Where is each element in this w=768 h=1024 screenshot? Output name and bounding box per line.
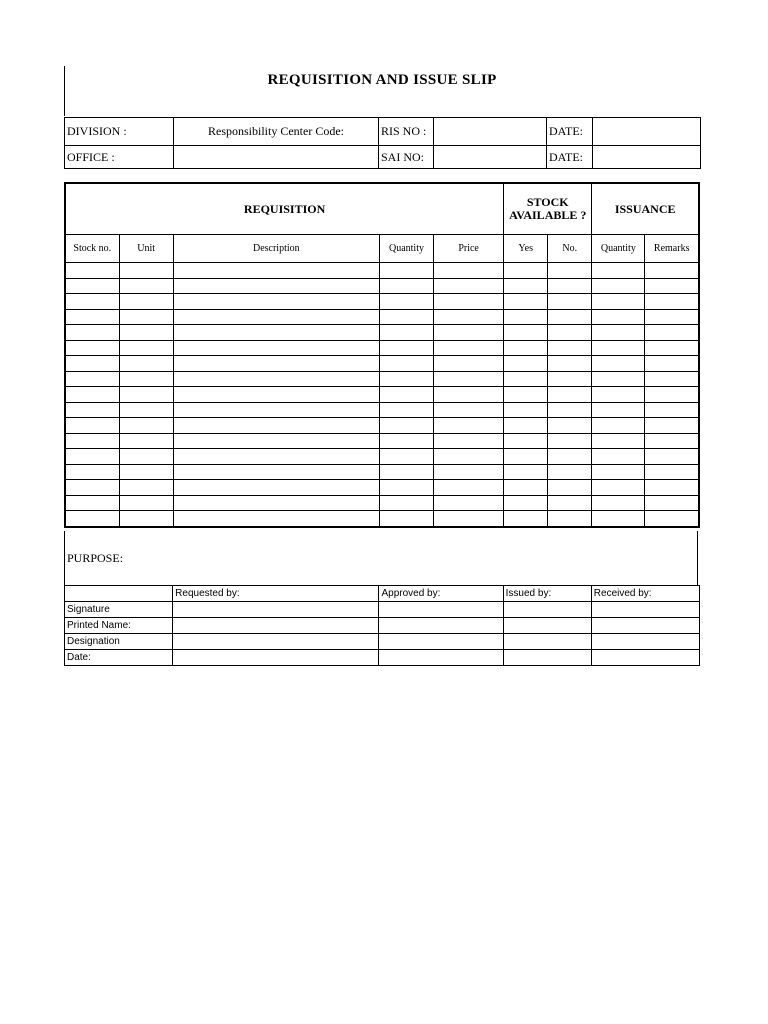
- table-cell[interactable]: [119, 449, 173, 465]
- table-cell[interactable]: [119, 278, 173, 294]
- table-cell[interactable]: [119, 495, 173, 511]
- table-cell[interactable]: [434, 480, 504, 496]
- table-cell[interactable]: [548, 294, 592, 310]
- table-cell[interactable]: [592, 356, 645, 372]
- table-cell[interactable]: [645, 356, 699, 372]
- table-cell[interactable]: [548, 402, 592, 418]
- table-row: [65, 449, 699, 465]
- table-cell[interactable]: [504, 356, 548, 372]
- table-cell[interactable]: [119, 263, 173, 279]
- table-cell[interactable]: [504, 433, 548, 449]
- table-cell[interactable]: [434, 511, 504, 527]
- table-cell[interactable]: [592, 402, 645, 418]
- table-cell[interactable]: [504, 294, 548, 310]
- table-cell[interactable]: [434, 278, 504, 294]
- table-cell[interactable]: [379, 263, 433, 279]
- column-header-quantity: Quantity: [379, 235, 433, 263]
- table-cell[interactable]: [645, 325, 699, 341]
- table-cell[interactable]: [119, 418, 173, 434]
- table-cell[interactable]: [548, 263, 592, 279]
- table-cell[interactable]: [548, 356, 592, 372]
- table-cell[interactable]: [65, 325, 119, 341]
- column-header-stock-no: Stock no.: [65, 235, 119, 263]
- date-label: DATE:: [547, 146, 593, 169]
- designation-field[interactable]: [379, 634, 503, 650]
- table-cell[interactable]: [548, 449, 592, 465]
- sai-no-label: SAI NO:: [379, 146, 434, 169]
- table-cell[interactable]: [65, 356, 119, 372]
- table-cell[interactable]: [548, 464, 592, 480]
- table-cell[interactable]: [548, 340, 592, 356]
- column-header-remarks: Remarks: [645, 235, 699, 263]
- table-cell[interactable]: [65, 263, 119, 279]
- table-cell[interactable]: [592, 387, 645, 403]
- table-cell[interactable]: [65, 511, 119, 527]
- table-row: [65, 309, 699, 325]
- designation-row-label: Designation: [65, 634, 173, 650]
- column-header-unit: Unit: [119, 235, 173, 263]
- table-cell[interactable]: [592, 263, 645, 279]
- table-cell[interactable]: [645, 511, 699, 527]
- table-row: [65, 418, 699, 434]
- printed-name-field[interactable]: [379, 618, 503, 634]
- column-header-yes: Yes: [504, 235, 548, 263]
- table-cell[interactable]: [434, 340, 504, 356]
- designation-field[interactable]: [173, 634, 379, 650]
- table-cell[interactable]: [173, 402, 379, 418]
- table-cell[interactable]: [434, 294, 504, 310]
- purpose-area[interactable]: [64, 531, 698, 586]
- column-header-description: Description: [173, 235, 379, 263]
- table-cell[interactable]: [379, 433, 433, 449]
- table-cell[interactable]: [379, 325, 433, 341]
- requisition-section-header: REQUISITION: [65, 183, 504, 235]
- table-cell[interactable]: [592, 418, 645, 434]
- table-cell[interactable]: [119, 387, 173, 403]
- table-cell[interactable]: [173, 278, 379, 294]
- division-label: DIVISION :: [65, 118, 174, 146]
- table-cell[interactable]: [645, 278, 699, 294]
- table-cell[interactable]: [592, 340, 645, 356]
- table-cell[interactable]: [434, 464, 504, 480]
- table-cell[interactable]: [119, 464, 173, 480]
- table-row: [65, 294, 699, 310]
- designation-field[interactable]: [503, 634, 591, 650]
- date-field[interactable]: [173, 650, 379, 666]
- table-cell[interactable]: [645, 449, 699, 465]
- office-field[interactable]: [174, 146, 379, 169]
- table-cell[interactable]: [592, 480, 645, 496]
- table-cell[interactable]: [504, 325, 548, 341]
- table-cell[interactable]: [504, 402, 548, 418]
- table-row: [65, 340, 699, 356]
- printed-name-field[interactable]: [503, 618, 591, 634]
- table-cell[interactable]: [434, 449, 504, 465]
- table-cell[interactable]: [65, 402, 119, 418]
- table-cell[interactable]: [379, 371, 433, 387]
- purpose-label: PURPOSE:: [67, 551, 124, 565]
- issuance-section-header: ISSUANCE: [592, 183, 699, 235]
- table-row: [65, 325, 699, 341]
- table-cell[interactable]: [434, 356, 504, 372]
- ris-no-label: RIS NO :: [379, 118, 434, 146]
- table-cell[interactable]: [173, 418, 379, 434]
- table-cell[interactable]: [504, 511, 548, 527]
- approved-by-label: Approved by:: [379, 586, 503, 602]
- ris-no-field[interactable]: [434, 118, 547, 146]
- table-cell[interactable]: [65, 464, 119, 480]
- table-cell[interactable]: [504, 418, 548, 434]
- table-cell[interactable]: [379, 464, 433, 480]
- table-cell[interactable]: [592, 495, 645, 511]
- table-cell[interactable]: [379, 449, 433, 465]
- table-cell[interactable]: [379, 402, 433, 418]
- table-cell[interactable]: [645, 309, 699, 325]
- table-cell[interactable]: [592, 325, 645, 341]
- table-row: [65, 480, 699, 496]
- table-cell[interactable]: [65, 278, 119, 294]
- issued-by-label: Issued by:: [503, 586, 591, 602]
- table-cell[interactable]: [434, 418, 504, 434]
- table-cell[interactable]: [645, 371, 699, 387]
- header-info-table: [64, 117, 701, 169]
- table-cell[interactable]: [379, 387, 433, 403]
- table-cell[interactable]: [119, 433, 173, 449]
- signature-row-label: Signature: [65, 602, 173, 618]
- table-cell[interactable]: [65, 418, 119, 434]
- table-cell[interactable]: [504, 309, 548, 325]
- requisition-table: [64, 182, 700, 528]
- office-label: OFFICE :: [65, 146, 174, 169]
- table-cell[interactable]: [592, 464, 645, 480]
- table-cell[interactable]: [504, 464, 548, 480]
- signature-field[interactable]: [503, 602, 591, 618]
- table-cell[interactable]: [548, 495, 592, 511]
- table-cell[interactable]: [379, 495, 433, 511]
- table-cell[interactable]: [645, 418, 699, 434]
- table-cell[interactable]: [119, 294, 173, 310]
- table-row: [65, 433, 699, 449]
- table-cell[interactable]: [434, 387, 504, 403]
- table-row: [65, 495, 699, 511]
- table-cell[interactable]: [548, 387, 592, 403]
- requested-by-label: Requested by:: [173, 586, 379, 602]
- table-cell[interactable]: [548, 278, 592, 294]
- signature-corner-cell: [65, 586, 173, 602]
- table-cell[interactable]: [119, 511, 173, 527]
- table-cell[interactable]: [119, 371, 173, 387]
- table-cell[interactable]: [592, 294, 645, 310]
- table-cell[interactable]: [173, 433, 379, 449]
- table-cell[interactable]: [65, 495, 119, 511]
- table-cell[interactable]: [434, 371, 504, 387]
- printed-name-field[interactable]: [173, 618, 379, 634]
- table-cell[interactable]: [379, 294, 433, 310]
- table-row: [65, 263, 699, 279]
- table-cell[interactable]: [434, 433, 504, 449]
- table-cell[interactable]: [434, 325, 504, 341]
- table-cell[interactable]: [379, 278, 433, 294]
- table-cell[interactable]: [645, 433, 699, 449]
- table-cell[interactable]: [379, 356, 433, 372]
- table-cell[interactable]: [119, 340, 173, 356]
- table-cell[interactable]: [504, 387, 548, 403]
- table-cell[interactable]: [645, 294, 699, 310]
- date-field[interactable]: [503, 650, 591, 666]
- signature-field[interactable]: [591, 602, 699, 618]
- table-cell[interactable]: [504, 495, 548, 511]
- table-cell[interactable]: [173, 449, 379, 465]
- table-cell[interactable]: [548, 418, 592, 434]
- table-cell[interactable]: [504, 480, 548, 496]
- signature-table: [64, 585, 700, 666]
- date-field[interactable]: [593, 146, 701, 169]
- sai-no-field[interactable]: [434, 146, 547, 169]
- table-cell[interactable]: [504, 371, 548, 387]
- table-cell[interactable]: [173, 511, 379, 527]
- table-cell[interactable]: [645, 387, 699, 403]
- table-row: [65, 356, 699, 372]
- column-header-price: Price: [434, 235, 504, 263]
- date-field[interactable]: [593, 118, 701, 146]
- table-cell[interactable]: [592, 511, 645, 527]
- table-row: [65, 511, 699, 527]
- table-cell[interactable]: [434, 263, 504, 279]
- column-header-issued-quantity: Quantity: [592, 235, 645, 263]
- table-cell[interactable]: [173, 371, 379, 387]
- table-cell[interactable]: [173, 480, 379, 496]
- printed-name-field[interactable]: [591, 618, 699, 634]
- signature-field[interactable]: [173, 602, 379, 618]
- table-cell[interactable]: [592, 278, 645, 294]
- table-cell[interactable]: [434, 402, 504, 418]
- table-cell[interactable]: [173, 356, 379, 372]
- table-cell[interactable]: [434, 309, 504, 325]
- table-row: [65, 464, 699, 480]
- designation-field[interactable]: [591, 634, 699, 650]
- table-cell[interactable]: [119, 325, 173, 341]
- table-cell[interactable]: [434, 495, 504, 511]
- table-cell[interactable]: [173, 263, 379, 279]
- table-cell[interactable]: [65, 387, 119, 403]
- table-cell[interactable]: [65, 309, 119, 325]
- stock-available-section-header: STOCK AVAILABLE ?: [504, 183, 592, 235]
- table-cell[interactable]: [119, 309, 173, 325]
- table-cell[interactable]: [119, 356, 173, 372]
- table-cell[interactable]: [548, 325, 592, 341]
- table-cell[interactable]: [548, 480, 592, 496]
- table-cell[interactable]: [379, 511, 433, 527]
- table-cell[interactable]: [173, 294, 379, 310]
- table-cell[interactable]: [65, 340, 119, 356]
- table-cell[interactable]: [173, 309, 379, 325]
- date-label: DATE:: [547, 118, 593, 146]
- table-cell[interactable]: [379, 309, 433, 325]
- date-row-label: Date:: [65, 650, 173, 666]
- table-row: [65, 402, 699, 418]
- table-cell[interactable]: [645, 340, 699, 356]
- table-cell[interactable]: [173, 340, 379, 356]
- table-cell[interactable]: [548, 433, 592, 449]
- table-cell[interactable]: [504, 340, 548, 356]
- table-cell[interactable]: [592, 371, 645, 387]
- table-cell[interactable]: [379, 418, 433, 434]
- date-field[interactable]: [591, 650, 699, 666]
- table-cell[interactable]: [65, 480, 119, 496]
- received-by-label: Received by:: [591, 586, 699, 602]
- table-cell[interactable]: [645, 464, 699, 480]
- table-cell[interactable]: [548, 511, 592, 527]
- table-cell[interactable]: [504, 449, 548, 465]
- table-cell[interactable]: [173, 387, 379, 403]
- table-cell[interactable]: [173, 325, 379, 341]
- date-field[interactable]: [379, 650, 503, 666]
- table-cell[interactable]: [119, 402, 173, 418]
- table-cell[interactable]: [65, 294, 119, 310]
- form-title: REQUISITION AND ISSUE SLIP: [267, 72, 497, 88]
- table-cell[interactable]: [592, 449, 645, 465]
- table-cell[interactable]: [504, 263, 548, 279]
- table-cell[interactable]: [119, 480, 173, 496]
- column-header-no: No.: [548, 235, 592, 263]
- signature-field[interactable]: [379, 602, 503, 618]
- table-row: [65, 371, 699, 387]
- table-cell[interactable]: [173, 464, 379, 480]
- table-cell[interactable]: [379, 480, 433, 496]
- printed-name-row-label: Printed Name:: [65, 618, 173, 634]
- table-cell[interactable]: [173, 495, 379, 511]
- table-row: [65, 278, 699, 294]
- table-cell[interactable]: [592, 309, 645, 325]
- table-cell[interactable]: [645, 495, 699, 511]
- table-cell[interactable]: [65, 433, 119, 449]
- table-cell[interactable]: [592, 433, 645, 449]
- table-cell[interactable]: [65, 449, 119, 465]
- table-cell[interactable]: [645, 263, 699, 279]
- table-cell[interactable]: [504, 278, 548, 294]
- table-cell[interactable]: [379, 340, 433, 356]
- table-cell[interactable]: [65, 371, 119, 387]
- table-cell[interactable]: [548, 309, 592, 325]
- table-row: [65, 387, 699, 403]
- table-cell[interactable]: [645, 480, 699, 496]
- responsibility-center-label: Responsibility Center Code:: [174, 118, 379, 146]
- table-cell[interactable]: [548, 371, 592, 387]
- table-cell[interactable]: [645, 402, 699, 418]
